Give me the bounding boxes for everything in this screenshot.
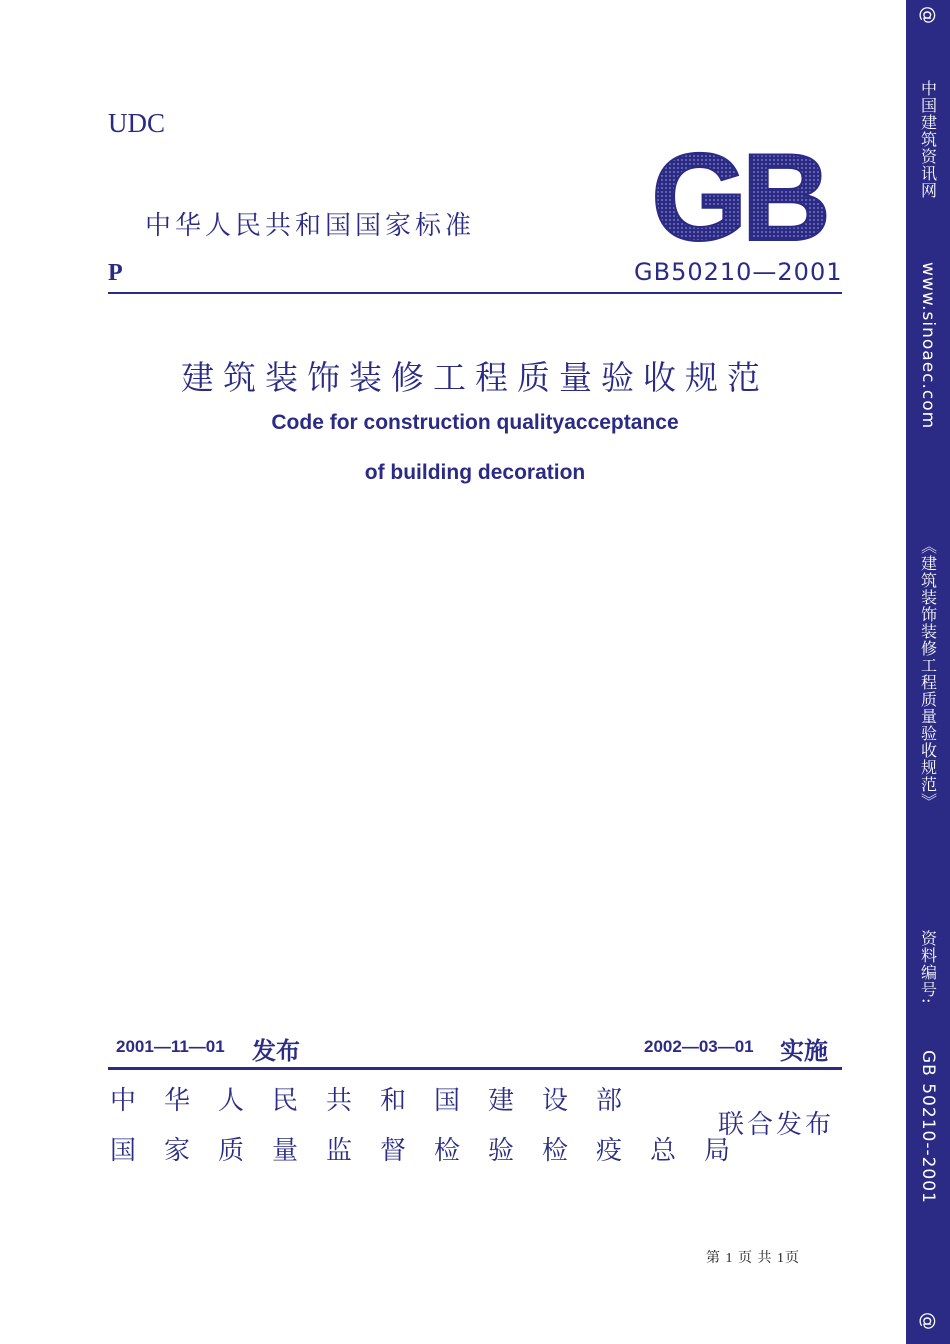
page-counter: 第 1 页 共 1页 bbox=[706, 1251, 800, 1266]
implement-label: 实施 bbox=[780, 1037, 828, 1065]
sidebar-code-label: 资料编号: bbox=[918, 930, 938, 1005]
title-english-line2: of building decoration bbox=[364, 461, 586, 484]
sidebar-url: www.sinoaec.com bbox=[918, 262, 938, 430]
sidebar-site-name: 中国建筑资讯网 bbox=[918, 80, 938, 199]
watermark-sidebar bbox=[906, 0, 950, 1344]
implement-date: 2002—03—01 bbox=[644, 1037, 754, 1056]
gb-logo bbox=[636, 142, 840, 248]
gb-logo-text: GB bbox=[651, 142, 825, 248]
header-rule bbox=[108, 292, 842, 294]
sidebar-at-symbol-top: @ bbox=[917, 6, 939, 24]
sidebar-at-symbol-bottom: @ bbox=[917, 1312, 939, 1330]
issuer-ministry: 中华人民共和国建设部 bbox=[110, 1086, 651, 1116]
title-english-line1: Code for construction qualityacceptance bbox=[271, 411, 679, 434]
standard-number: GB50210—2001 bbox=[634, 258, 843, 286]
publish-label: 发布 bbox=[252, 1037, 300, 1065]
issuer-quality-bureau: 国家质量监督检验检疫总局 bbox=[110, 1136, 759, 1166]
udc-label: UDC bbox=[108, 108, 166, 138]
title-chinese: 建筑装饰装修工程质量验收规范 bbox=[181, 358, 769, 397]
sidebar-code: GB 50210--2001 bbox=[918, 1050, 938, 1204]
category-label: P bbox=[108, 260, 123, 286]
publish-date: 2001—11—01 bbox=[116, 1037, 225, 1056]
footer-rule bbox=[108, 1067, 842, 1070]
national-standard-heading: 中华人民共和国国家标准 bbox=[145, 211, 476, 241]
sidebar-book-title: 《建筑装饰装修工程质量验收规范》 bbox=[918, 538, 938, 810]
joint-publish-label: 联合发布 bbox=[718, 1110, 835, 1140]
